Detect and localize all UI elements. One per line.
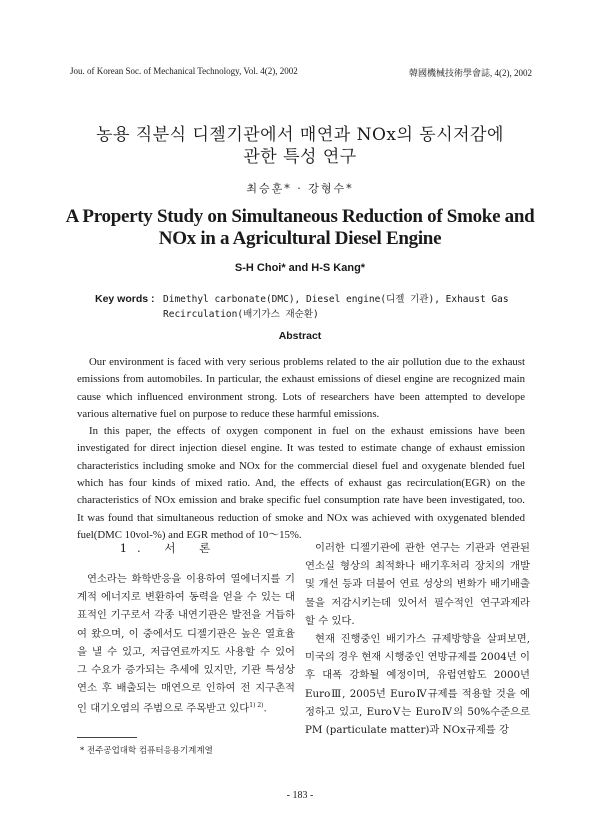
english-title	[0, 206, 600, 250]
footnote: * 전주공업대학 컴퓨터응용기계계열	[80, 746, 213, 756]
korean-title-line-2: 관한 특성 연구	[243, 147, 357, 167]
intro-right-column	[305, 539, 530, 739]
abstract-paragraph-2: In this paper, the effects of oxygen component in fuel on the exhaust emissions have been investigated for direct injection diesel engine. It was tested to estimate change of exhaust emission characteristics including smoke and NOx for the commercial diesel fuel and oxygenate blended fuel which has four kinds of mixed ratio. And, the effects of exhaust gas recirculation(EGR) on the characteristics of NOx emission and brake specific fuel consumption rate have been investigated, too. It was found that simultaneous reduction of smoke and NOx was achieved with oxygenated blended fuel(DMC 10vol-%) and EGR method of 10～15%.	[77, 425, 525, 541]
english-title-line-1: A Property Study on Simultaneous Reduction of Smoke and	[65, 206, 535, 227]
journal-header-right: 韓國機械技術學會誌, 4(2), 2002	[409, 68, 532, 78]
intro-left-paragraph	[77, 570, 295, 718]
intro-right-paragraph-1: 이러한 디젤기관에 관한 연구는 기관과 연관된 연소실 형상의 최적화나 배기후처리 장치의 개발 및 개선 등과 더불어 연료 성상의 변화가 배기배출물을 저감시키는데 있어서 필수적인 연구과제라 할 수 있다.	[305, 542, 530, 627]
abstract-heading: Abstract	[278, 330, 322, 342]
intro-left-text: 연소라는 화학반응을 이용하여 열에너지를 기계적 에너지로 변환하여 동력을 얻을 수 있는 대표적인 기구로서 각종 내연기관은 발전을 거듭하여 왔으며, 이 중에서도 디젤기관은 높은 열효율을 낼 수 있고, 저급연료까지도 사용할 수 있어 그 수요가 증가되는 추세에 있지만, 기관 특성상 연소 후 배출되는 매연으로 인하여 전 지구촌적인 대기오염의 주범으로 주목받고 있다	[77, 573, 295, 715]
korean-title	[0, 124, 600, 168]
section-heading: 1. 서 론	[119, 541, 221, 555]
abstract-paragraph-1: Our environment is faced with very serious problems related to the air pollution due to the exhaust emissions from automobiles. In particular, the exhaust emissions of diesel engine are recognized main cause which influenced environment strong. Lots of researchers have been attempted to develope various alternative fuel on purpose to reduce these harmful emissions.	[77, 356, 525, 420]
intro-left-column	[77, 570, 295, 718]
abstract-body	[77, 354, 525, 544]
page-number: - 183 -	[286, 790, 314, 801]
intro-right-paragraph-2: 현재 진행중인 배기가스 규제방향을 살펴보면, 미국의 경우 현재 시행중인 연방규제를 2004년 이후 대폭 강화될 예정이며, 유럽연합도 2000년 EuroⅢ, 2005년 EuroⅣ규제를 적용할 것을 예정하고 있고, EuroⅤ는 EuroⅣ의 50%수준으로 PM (particulate matter)과 NOx규제를 강	[305, 633, 530, 737]
keywords-label: Key words :	[95, 293, 155, 305]
korean-title-line-1: 농용 직분식 디젤기관에서 매연과 NOx의 동시저감에	[96, 125, 504, 145]
keywords-text: Dimethyl carbonate(DMC), Diesel engine(디젤 기관), Exhaust Gas Recirculation(배기가스 재순환)	[163, 294, 509, 320]
english-authors: S-H Choi* and H-S Kang*	[234, 262, 366, 274]
english-title-line-2: NOx in a Agricultural Diesel Engine	[158, 228, 442, 249]
footnote-rule	[77, 737, 137, 738]
korean-authors: 최승훈* · 강형수*	[246, 182, 354, 195]
journal-header-left: Jou. of Korean Soc. of Mechanical Technology, Vol. 4(2), 2002	[70, 66, 298, 76]
intro-left-end: .	[263, 702, 267, 715]
reference-marker: 1) 2)	[249, 702, 264, 710]
